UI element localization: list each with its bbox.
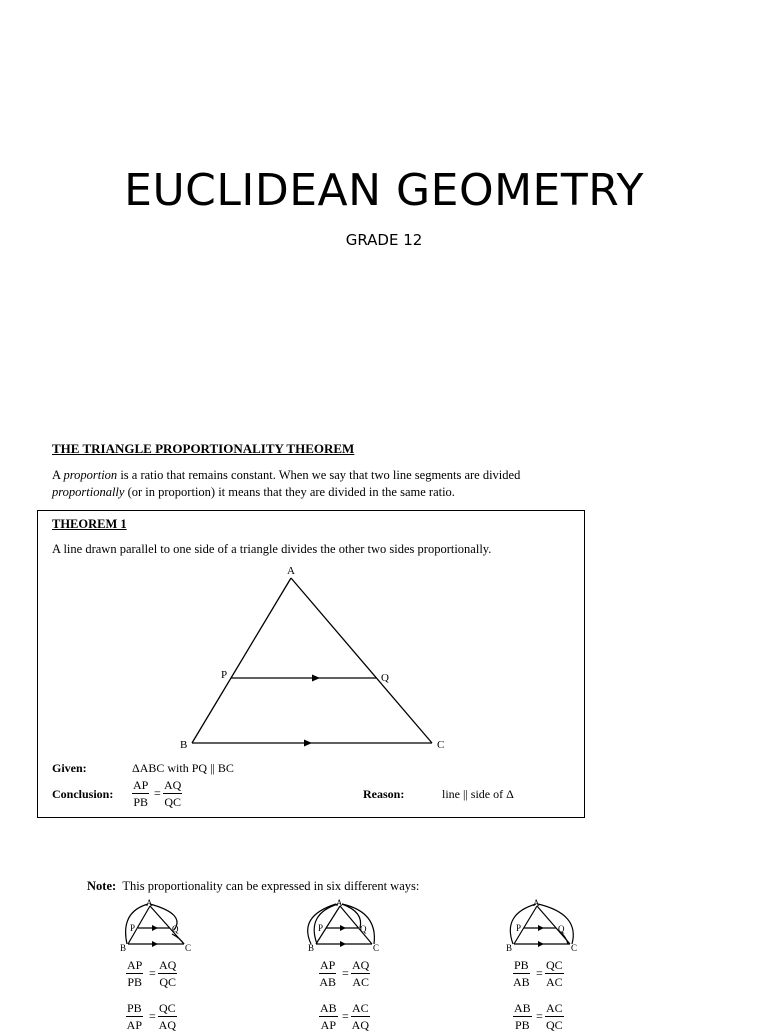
svg-text:P: P (130, 923, 136, 933)
equation-2-equals: = (342, 966, 349, 980)
page-title: EUCLIDEAN GEOMETRY (124, 165, 644, 216)
svg-text:C: C (373, 943, 380, 953)
vertex-label-a: A (287, 565, 295, 577)
equation-3-equals: = (536, 966, 543, 980)
reason-value: line || side of Δ (442, 787, 514, 801)
equation-4-right-fraction: $\frac{QC}{AQ}$ (158, 1001, 176, 1032)
equation-5-right-fraction: $\frac{AC}{AQ}$ (351, 1001, 369, 1032)
equation-6-left-fraction: $\frac{AB}{PB}$ (514, 1001, 531, 1032)
equation-5-left-fraction: $\frac{AB}{AP}$ (320, 1001, 337, 1032)
equation-3-left-fraction: $\frac{PB}{AB}$ (513, 958, 530, 989)
term-proportionally: proportionally (52, 485, 125, 499)
equation-5-equals: = (342, 1009, 349, 1023)
equation-4-left-fraction: $\frac{PB}{AP}$ (126, 1001, 143, 1032)
theorem-statement: A line drawn parallel to one side of a triangle divides the other two sides proportionally. (52, 542, 492, 556)
conclusion-fraction-right: $\frac{AQ}{QC}$ (164, 778, 182, 809)
conclusion-label: Conclusion: (52, 787, 114, 801)
note-line (87, 879, 419, 894)
vertex-label-p: P (221, 669, 228, 681)
equation-1-equals: = (149, 966, 156, 980)
equation-4-equals: = (149, 1009, 156, 1023)
conclusion-equals: = (154, 786, 161, 800)
svg-text:C: C (185, 943, 192, 953)
svg-text:Q: Q (172, 924, 179, 934)
equation-6-equals: = (536, 1009, 543, 1023)
equation-2-left-fraction: $\frac{AP}{AB}$ (319, 958, 336, 989)
parallel-arrow-pq (312, 675, 320, 682)
mini-diagram-2 (308, 898, 379, 953)
note-text: This proportionality can be expressed in six different ways: (122, 879, 420, 893)
svg-text:B: B (308, 943, 315, 953)
term-proportion: proportion (63, 468, 118, 482)
reason-label: Reason: (363, 787, 405, 801)
vertex-label-q: Q (381, 672, 389, 684)
svg-text:A: A (336, 898, 343, 908)
mini-diagram-1 (120, 898, 191, 953)
svg-text:B: B (120, 943, 127, 953)
svg-text:B: B (506, 943, 513, 953)
equation-6-right-fraction: $\frac{AC}{QC}$ (546, 1001, 563, 1032)
equation-1-left-fraction: $\frac{AP}{PB}$ (127, 958, 143, 989)
intro-paragraph: A proportion is a ratio that remains constant. When we say that two line segments are divided proportionally (or in proportion) it means that they are divided in the same ratio. (52, 468, 521, 499)
equation-2-right-fraction: $\frac{AQ}{AC}$ (352, 958, 370, 989)
side-ac (291, 578, 432, 743)
conclusion-fraction-left: $\frac{AP}{PB}$ (133, 778, 149, 809)
section-heading: THE TRIANGLE PROPORTIONALITY THEOREM (52, 441, 355, 456)
svg-text:A: A (533, 898, 540, 908)
equation-1-right-fraction: $\frac{AQ}{QC}$ (159, 958, 177, 989)
side-ab (192, 578, 291, 743)
equation-3-right-fraction: $\frac{QC}{AC}$ (546, 958, 563, 989)
theorem-label: THEOREM 1 (52, 517, 127, 531)
note-label: Note: (87, 879, 117, 893)
svg-text:Q: Q (360, 924, 367, 934)
mini-diagram-3 (506, 898, 577, 953)
parallel-arrow-bc (304, 740, 312, 747)
svg-text:P: P (318, 923, 324, 933)
svg-text:C: C (571, 943, 578, 953)
svg-text:A: A (146, 898, 153, 908)
given-value: ΔABC with PQ || BC (132, 761, 234, 775)
vertex-label-c: C (437, 739, 445, 751)
page-subtitle: GRADE 12 (345, 231, 423, 249)
svg-text:Q: Q (558, 924, 565, 934)
given-label: Given: (52, 761, 87, 775)
svg-text:P: P (516, 923, 522, 933)
vertex-label-b: B (180, 739, 188, 751)
